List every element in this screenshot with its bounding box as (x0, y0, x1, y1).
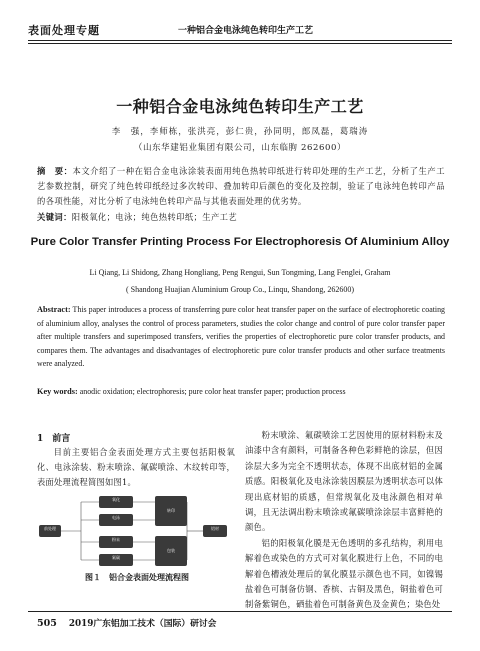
keywords-en-label: Key words: (37, 387, 78, 396)
flow-node-packing: 包装 (155, 536, 187, 566)
header-rule-thick (28, 40, 452, 41)
flow-node-pretreatment: 前处理 (39, 525, 61, 537)
keywords-en (37, 385, 445, 398)
abstract-cn-text: 本文介绍了一种在铝合金电泳涂装表面用纯色热转印纸进行转印处理的生产工艺，分析了生产工艺参数控制，研究了纯色转印纸经过多次转印、叠加转印后颜色的变化及控制，验证了电泳纯色转印产品的各项性能，对比分析了电泳纯色转印产品与其他表面处理的优劣势。 (37, 166, 445, 206)
author-list-cn: 李 强，李师栋，张洪亮，彭仁贵，孙同明，郎凤磊，葛瑞涛 (111, 127, 369, 137)
author-list-en: Li Qiang, Li Shidong, Zhang Hongliang, Peng Rengui, Sun Tongming, Lang Fenglei, Graham (89, 268, 391, 277)
body-column-right (245, 428, 443, 613)
keywords-cn-text: 阳极氧化；电泳；纯色热转印纸；生产工艺 (71, 212, 238, 222)
abstract-cn-label: 摘 要： (37, 166, 73, 176)
flow-node-profile: 铝材 (203, 525, 227, 537)
page-footer (37, 616, 216, 629)
abstract-en-text: This paper introduces a process of transferring pure color heat transfer paper on the surface of electrophoretic coating of aluminium alloy, analyses the control of process parameters, studies the color change and control of pure color transfer paper after multiple transfers and superimposed transfers, verifies the properties of electrophoretic pure color transfer products, and compares them. The advantages and disadvantages of electrophoretic pure color transfer products and other surface treatments were analyzed. (37, 305, 445, 369)
abstract-en-label: Abstract: (37, 305, 71, 314)
paper-title-cn: 一种铝合金电泳纯色转印生产工艺 (116, 97, 364, 116)
journal-name: 2019广东铝加工技术（国际）研讨会 (68, 619, 217, 629)
keywords-en-text: anodic oxidation; electrophoresis; pure color heat transfer paper; production process (77, 387, 346, 396)
affiliation-cn: （山东华建铝业集团有限公司，山东临朐 262600） (133, 143, 347, 153)
flow-node-powder: 粉末 (99, 536, 133, 548)
figure-caption: 图１ 铝合金表面处理流程图 (85, 573, 189, 582)
affiliation-en: ( Shandong Huajian Aluminium Group Co., Linqu, Shandong, 262600) (126, 285, 354, 294)
keywords-cn-label: 关键词： (37, 212, 72, 222)
header-running-title: 一种铝合金电泳纯色转印生产工艺 (178, 26, 314, 36)
process-flow-figure (37, 490, 237, 572)
body-column-left (37, 445, 235, 490)
body-paragraph: 粉末喷涂、氟碳喷涂工艺因使用的原材料粉末及油漆中含有颜料，可制备各种色彩鲜艳的涂层，但因涂层大多为完全不透明状态，体现不出底材铝的金属质感。阳极氧化及电泳涂装因膜层为透明状态可以体现出底材铝的质感，但常规氧化及电泳颜色相对单调，且无法调出粉末喷涂或氟碳喷涂涂层丰富鲜艳的颜色。 (245, 430, 443, 533)
running-header (28, 22, 452, 38)
keywords-cn (37, 210, 445, 224)
flow-node-electrophoresis: 电泳 (99, 514, 133, 526)
flow-node-transfer: 转印 (155, 496, 187, 526)
flow-node-fluorocarbon: 氟碳 (99, 554, 133, 566)
header-section-label: 表面处理专题 (28, 24, 100, 37)
paper-title-en: Pure Color Transfer Printing Process For Electrophoresis Of Aluminium Alloy (30, 236, 450, 248)
footer-rule (28, 611, 452, 612)
section-heading: 1 前言 (37, 434, 71, 444)
body-paragraph: 铝的阳极氧化膜是无色透明的多孔结构，利用电解着色或染色的方式可对氧化膜进行上色，不同的电解着色槽液处理后的氧化膜显示颜色也不同，如镍锡盐着色可制备仿钢、香槟、古铜及黑色，铜盐着色可制备紫铜色，硒盐着色可制备黄色及金黄色；染色处 (245, 537, 443, 610)
header-rule-thin (28, 43, 452, 44)
flow-node-anodize: 氧化 (99, 496, 133, 508)
abstract-en (37, 303, 445, 371)
body-paragraph: 目前主要铝合金表面处理方式主要包括阳极氧化、电泳涂装、粉末喷涂、氟碳喷涂、木纹转印等，表面处理流程简图如图1。 (37, 447, 235, 487)
page-number: 505 (37, 618, 57, 629)
abstract-cn (37, 164, 445, 209)
